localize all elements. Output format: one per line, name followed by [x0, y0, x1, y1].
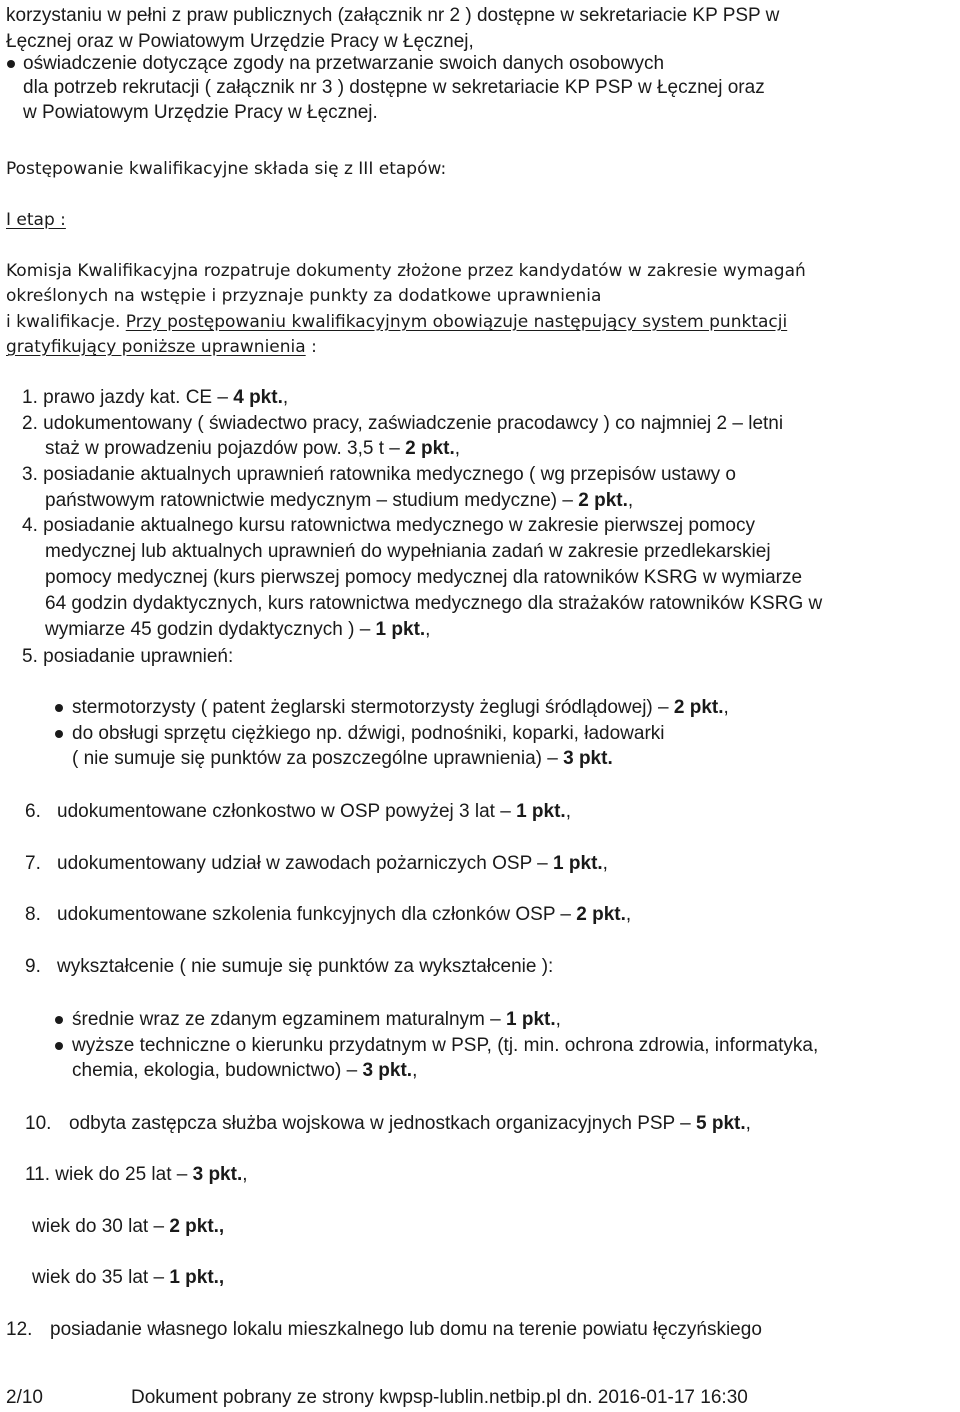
- scoring-rule-text: Przy postępowaniu kwalifikacyjnym obowiązuje następujący system punktacji: [125, 312, 788, 332]
- item-text: odbyta zastępcza służba wojskowa w jednostkach organizacyjnych PSP –: [69, 1113, 696, 1134]
- item-text: udokumentowane członkostwo w OSP powyżej 3 lat –: [57, 801, 517, 822]
- bullet-icon: [55, 730, 63, 738]
- item-text: średnie wraz ze zdanym egzaminem maturalnym –: [72, 1009, 507, 1030]
- intro-bullet-line: dla potrzeb rekrutacji ( załącznik nr 3 ) dostępne w sekretariacie KP PSP w Łęcznej oraz: [23, 77, 765, 98]
- list-item-4: [22, 514, 755, 538]
- item-number: 5.: [22, 646, 38, 667]
- commission-text: i kwalifikacje.: [6, 312, 121, 332]
- item-text: udokumentowany udział w zawodach pożarniczych OSP –: [57, 853, 554, 874]
- sub-bullet-item: [72, 1008, 561, 1032]
- item-number: 3.: [22, 464, 38, 485]
- item-text: prawo jazdy kat. CE –: [43, 387, 234, 408]
- item-number: 1.: [22, 387, 38, 408]
- item-tail: ,: [723, 697, 729, 718]
- item-text: wymiarze 45 godzin dydaktycznych ) –: [45, 619, 376, 640]
- item-tail: ,: [242, 1164, 248, 1185]
- item-text: wiek do 25 lat –: [55, 1164, 193, 1185]
- item-text: wiek do 35 lat –: [32, 1267, 170, 1288]
- list-item-5: [22, 645, 233, 669]
- list-item-1: [22, 386, 288, 410]
- footer-text: Dokument pobrany ze strony kwpsp-lublin.netbip.pl dn. 2016-01-17 16:30: [131, 1387, 748, 1408]
- list-item-11b: [32, 1215, 224, 1239]
- item-text: posiadanie uprawnień:: [43, 646, 234, 667]
- item-text: państwowym ratownictwie medycznym – studium medyczne) –: [45, 490, 579, 511]
- item-points: 1 pkt.: [516, 801, 566, 822]
- item-points: 5 pkt.: [696, 1113, 746, 1134]
- item-text: posiadanie własnego lokalu mieszkalnego lub domu na terenie powiatu łęczyńskiego: [50, 1319, 762, 1340]
- item-text: wiek do 30 lat –: [32, 1216, 170, 1237]
- intro-bullet-line: w Powiatowym Urzędzie Pracy w Łęcznej.: [23, 102, 378, 123]
- item-number: 7.: [25, 853, 41, 874]
- item-text: chemia, ekologia, budownictwo) –: [72, 1060, 363, 1081]
- item-text: udokumentowane szkolenia funkcyjnych dla członków OSP –: [57, 904, 577, 925]
- sub-bullet-item: [72, 696, 729, 720]
- sub-bullet-item: wyższe techniczne o kierunku przydatnym w PSP, (tj. min. ochrona zdrowia, informatyka,: [72, 1035, 819, 1056]
- item-number: 4.: [22, 515, 38, 536]
- item-number: 9.: [25, 956, 41, 977]
- list-item-7: [25, 852, 608, 876]
- list-item-6: [25, 800, 571, 824]
- item-points: 2 pkt.: [673, 697, 724, 718]
- scoring-rule-text: gratyfikujący poniższe uprawnienia: [6, 337, 306, 357]
- item-number: 10.: [25, 1113, 52, 1134]
- list-item-11c: [32, 1266, 224, 1290]
- intro-bullet-line: oświadczenie dotyczące zgody na przetwarzanie swoich danych osobowych: [23, 53, 665, 74]
- item-text: staż w prowadzeniu pojazdów pow. 3,5 t –: [45, 438, 406, 459]
- bullet-icon: [7, 60, 15, 68]
- item-number: 2.: [22, 413, 38, 434]
- bullet-icon: [55, 704, 63, 712]
- commission-line: [6, 310, 787, 334]
- item-tail: ,: [627, 490, 634, 511]
- item-tail: ,: [565, 801, 571, 822]
- bullet-icon: [55, 1042, 63, 1050]
- item-points: 4 pkt.: [233, 387, 283, 408]
- intro-line: korzystaniu w pełni z praw publicznych (załącznik nr 2 ) dostępne w sekretariacie KP PSP w: [6, 5, 780, 26]
- list-item-4-cont: [45, 618, 430, 642]
- item-tail: ,: [745, 1113, 751, 1134]
- stages-heading: Postępowanie kwalifikacyjne składa się z III etapów:: [6, 159, 447, 179]
- item-points: 2 pkt.,: [169, 1216, 225, 1237]
- list-item-10: [25, 1112, 751, 1136]
- item-tail: ,: [282, 387, 289, 408]
- item-tail: ,: [625, 904, 632, 925]
- item-points: 1 pkt.,: [169, 1267, 225, 1288]
- bullet-icon: [55, 1016, 63, 1024]
- item-tail: ,: [425, 619, 431, 640]
- list-item-4-cont: medycznej lub aktualnych uprawnień do wypełniania zadań w zakresie przedlekarskiej: [45, 541, 771, 562]
- item-text: posiadanie aktualnych uprawnień ratownika medycznego ( wg przepisów ustawy o: [43, 464, 736, 485]
- item-points: 3 pkt.: [563, 748, 613, 769]
- list-item-11: [25, 1163, 248, 1187]
- item-points: 2 pkt.: [576, 904, 626, 925]
- item-number: 11.: [25, 1164, 51, 1185]
- item-points: 3 pkt.: [362, 1060, 413, 1081]
- item-tail: ,: [412, 1060, 418, 1081]
- item-text: posiadanie aktualnego kursu ratownictwa medycznego w zakresie pierwszej pomocy: [43, 515, 755, 536]
- list-item-4-cont: 64 godzin dydaktycznych, kurs ratownictwa medycznego dla strażaków ratowników KSRG w: [45, 593, 823, 614]
- item-points: 3 pkt.: [192, 1164, 243, 1185]
- list-item-9: [25, 955, 553, 979]
- item-points: 1 pkt.: [506, 1009, 556, 1030]
- commission-line: Komisja Kwalifikacyjna rozpatruje dokumenty złożone przez kandydatów w zakresie wymagań: [6, 261, 806, 281]
- item-tail: ,: [555, 1009, 561, 1030]
- item-tail: ,: [454, 438, 461, 459]
- sub-bullet-item: do obsługi sprzętu ciężkiego np. dźwigi, podnośniki, koparki, ładowarki: [72, 723, 665, 744]
- item-text: stermotorzysty ( patent żeglarski stermotorzysty żeglugi śródlądowej) –: [72, 697, 674, 718]
- item-points: 2 pkt.: [578, 490, 628, 511]
- list-item-2-cont: [45, 437, 460, 461]
- sub-bullet-item-cont: [72, 747, 613, 771]
- list-item-8: [25, 903, 631, 927]
- commission-line: określonych na wstępie i przyznaje punkty za dodatkowe uprawnienia: [6, 286, 602, 306]
- stage-label: I etap :: [6, 210, 66, 230]
- item-points: 2 pkt.: [405, 438, 455, 459]
- item-points: 1 pkt.: [375, 619, 426, 640]
- item-number: 12.: [6, 1319, 33, 1340]
- item-tail: ,: [602, 853, 608, 874]
- commission-line: [6, 335, 317, 359]
- list-item-4-cont: pomocy medycznej (kurs pierwszej pomocy medycznej dla ratowników KSRG w wymiarze: [45, 567, 803, 588]
- item-points: 1 pkt.: [553, 853, 603, 874]
- sub-bullet-item-cont: [72, 1059, 417, 1083]
- intro-line: Łęcznej oraz w Powiatowym Urzędzie Pracy w Łęcznej,: [6, 31, 474, 52]
- item-text: wykształcenie ( nie sumuje się punktów za wykształcenie ):: [57, 956, 554, 977]
- commission-text: :: [305, 337, 317, 357]
- item-text: udokumentowany ( świadectwo pracy, zaświadczenie pracodawcy ) co najmniej 2 – letni: [43, 413, 784, 434]
- item-number: 8.: [25, 904, 41, 925]
- page-number: 2/10: [6, 1387, 43, 1408]
- item-number: 6.: [25, 801, 41, 822]
- list-item-12: [6, 1318, 762, 1342]
- item-text: ( nie sumuje się punktów za poszczególne uprawnienia) –: [72, 748, 564, 769]
- list-item-3-cont: [45, 489, 633, 513]
- list-item-3: [22, 463, 736, 487]
- list-item-2: [22, 412, 783, 436]
